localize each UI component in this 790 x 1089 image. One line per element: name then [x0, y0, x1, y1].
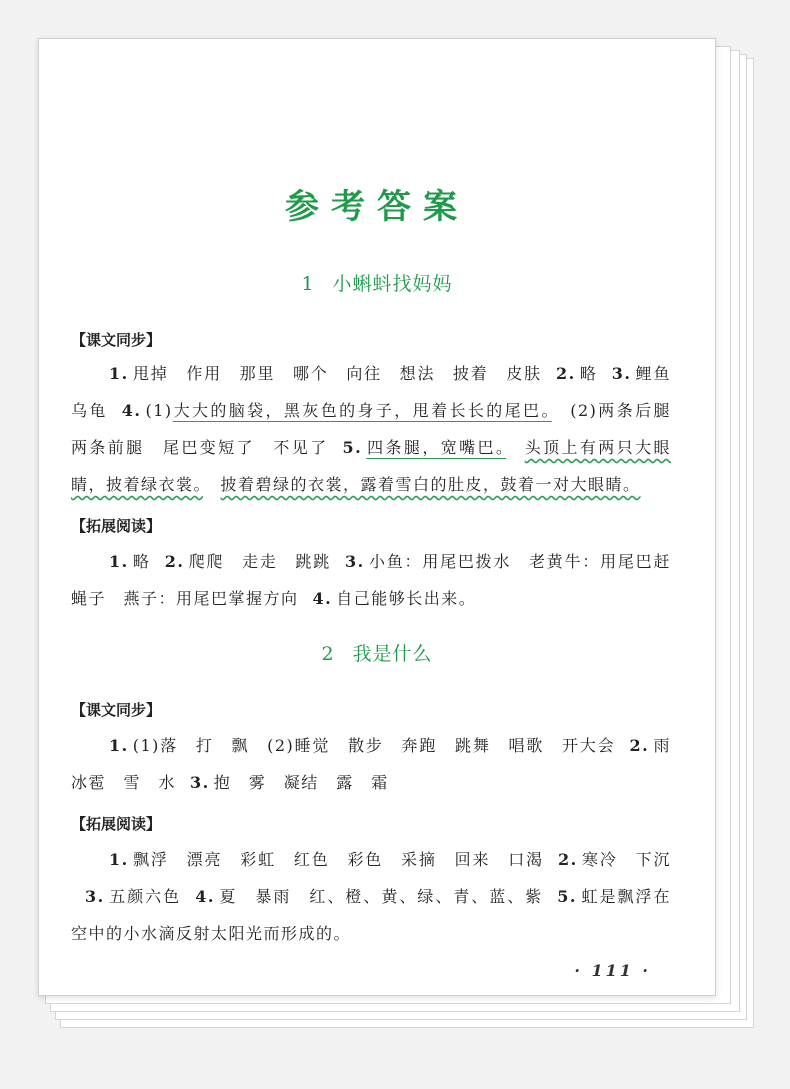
page-title: 参考答案 — [285, 187, 469, 227]
answer-text: 五颜六色 — [108, 887, 182, 906]
answer-gap — [203, 475, 221, 494]
lesson-1-name: 小蝌蚪找妈妈 — [332, 273, 453, 295]
answer-text: 略 — [579, 364, 598, 383]
answer-number: 2. — [555, 364, 576, 383]
answer-gap — [506, 438, 524, 457]
answer-number: 1. — [109, 552, 129, 571]
answer-text: 虹是飘浮在空中的小水滴反射太阳光而形成的。 — [71, 887, 671, 943]
answer-number: 1. — [109, 736, 129, 755]
page-number: · 111 · — [574, 961, 651, 980]
lesson-1-ext-answers — [71, 543, 671, 617]
answer-text: (1) — [145, 401, 173, 420]
lesson-2-sync-answers — [71, 727, 689, 801]
answer-text: 略 — [132, 552, 151, 571]
answer-text: (2)两条后腿 两条前腿 尾巴变短了 不见了 — [71, 401, 689, 457]
lesson-1-ext-heading: 【拓展阅读】 — [71, 517, 162, 535]
answer-number: 2. — [557, 850, 578, 869]
answer-number: 1. — [109, 364, 129, 383]
answer-number: 2. — [164, 552, 185, 571]
answer-number: 4. — [312, 589, 333, 608]
lesson-2-ext-answers — [71, 841, 671, 952]
answer-number: 3. — [611, 364, 632, 383]
lesson-2-name: 我是什么 — [352, 643, 433, 665]
lesson-2-number: 2 — [321, 643, 335, 665]
answer-number: 5. — [557, 887, 577, 906]
wavy-underlined-answer: 披着碧绿的衣裳，露着雪白的肚皮，鼓着一对大眼睛。 — [220, 475, 641, 494]
underlined-answer: 大大的脑袋，黑灰色的身子，甩着长长的尾巴。 — [172, 401, 552, 420]
answer-number: 3. — [345, 552, 365, 571]
lesson-1-sync-heading: 【课文同步】 — [71, 331, 162, 349]
lesson-1-sync-answers — [71, 355, 689, 503]
lesson-1-number: 1 — [301, 273, 315, 295]
answer-text: (1)落 打 飘 (2)睡觉 散步 奔跑 跳舞 唱歌 开大会 — [132, 736, 616, 755]
answer-number: 2. — [629, 736, 650, 755]
lesson-2-title — [39, 639, 715, 666]
answer-text: 自己能够长出来。 — [336, 589, 477, 608]
answer-number: 5. — [342, 438, 363, 457]
answer-text: 爬爬 走走 跳跳 — [188, 552, 331, 571]
lesson-2-ext-heading: 【拓展阅读】 — [71, 815, 162, 833]
answer-text: 鲤鱼 乌龟 — [71, 364, 689, 420]
answer-number: 1. — [109, 850, 129, 869]
answer-text: 甩掉 作用 那里 哪个 向往 想法 披着 皮肤 — [132, 364, 542, 383]
underlined-answer: 四条腿，宽嘴巴。 — [366, 438, 507, 457]
answer-text: 飘浮 漂亮 彩虹 红色 彩色 采摘 回来 口渴 — [132, 850, 544, 869]
answer-number: 3. — [85, 887, 105, 906]
wavy-underlined-answer: 头顶上有两只大眼睛，披着绿衣裳。 — [71, 438, 671, 494]
answer-text: 雨 冰雹 雪 水 — [71, 736, 689, 792]
answer-text: 抱 雾 凝结 露 霜 — [213, 773, 389, 792]
answer-number: 3. — [190, 773, 210, 792]
answer-text: 夏 暴雨 红、橙、黄、绿、青、蓝、紫 — [218, 887, 544, 906]
answer-text: 寒冷 下沉 — [581, 850, 671, 869]
answer-number: 4. — [195, 887, 215, 906]
answer-text: 小鱼：用尾巴拨水 老黄牛：用尾巴赶蝇子 燕子：用尾巴掌握方向 — [71, 552, 671, 608]
answer-page — [38, 38, 716, 996]
lesson-2-sync-heading: 【课文同步】 — [71, 701, 162, 719]
lesson-1-title — [39, 269, 715, 296]
answer-number: 4. — [121, 401, 142, 420]
